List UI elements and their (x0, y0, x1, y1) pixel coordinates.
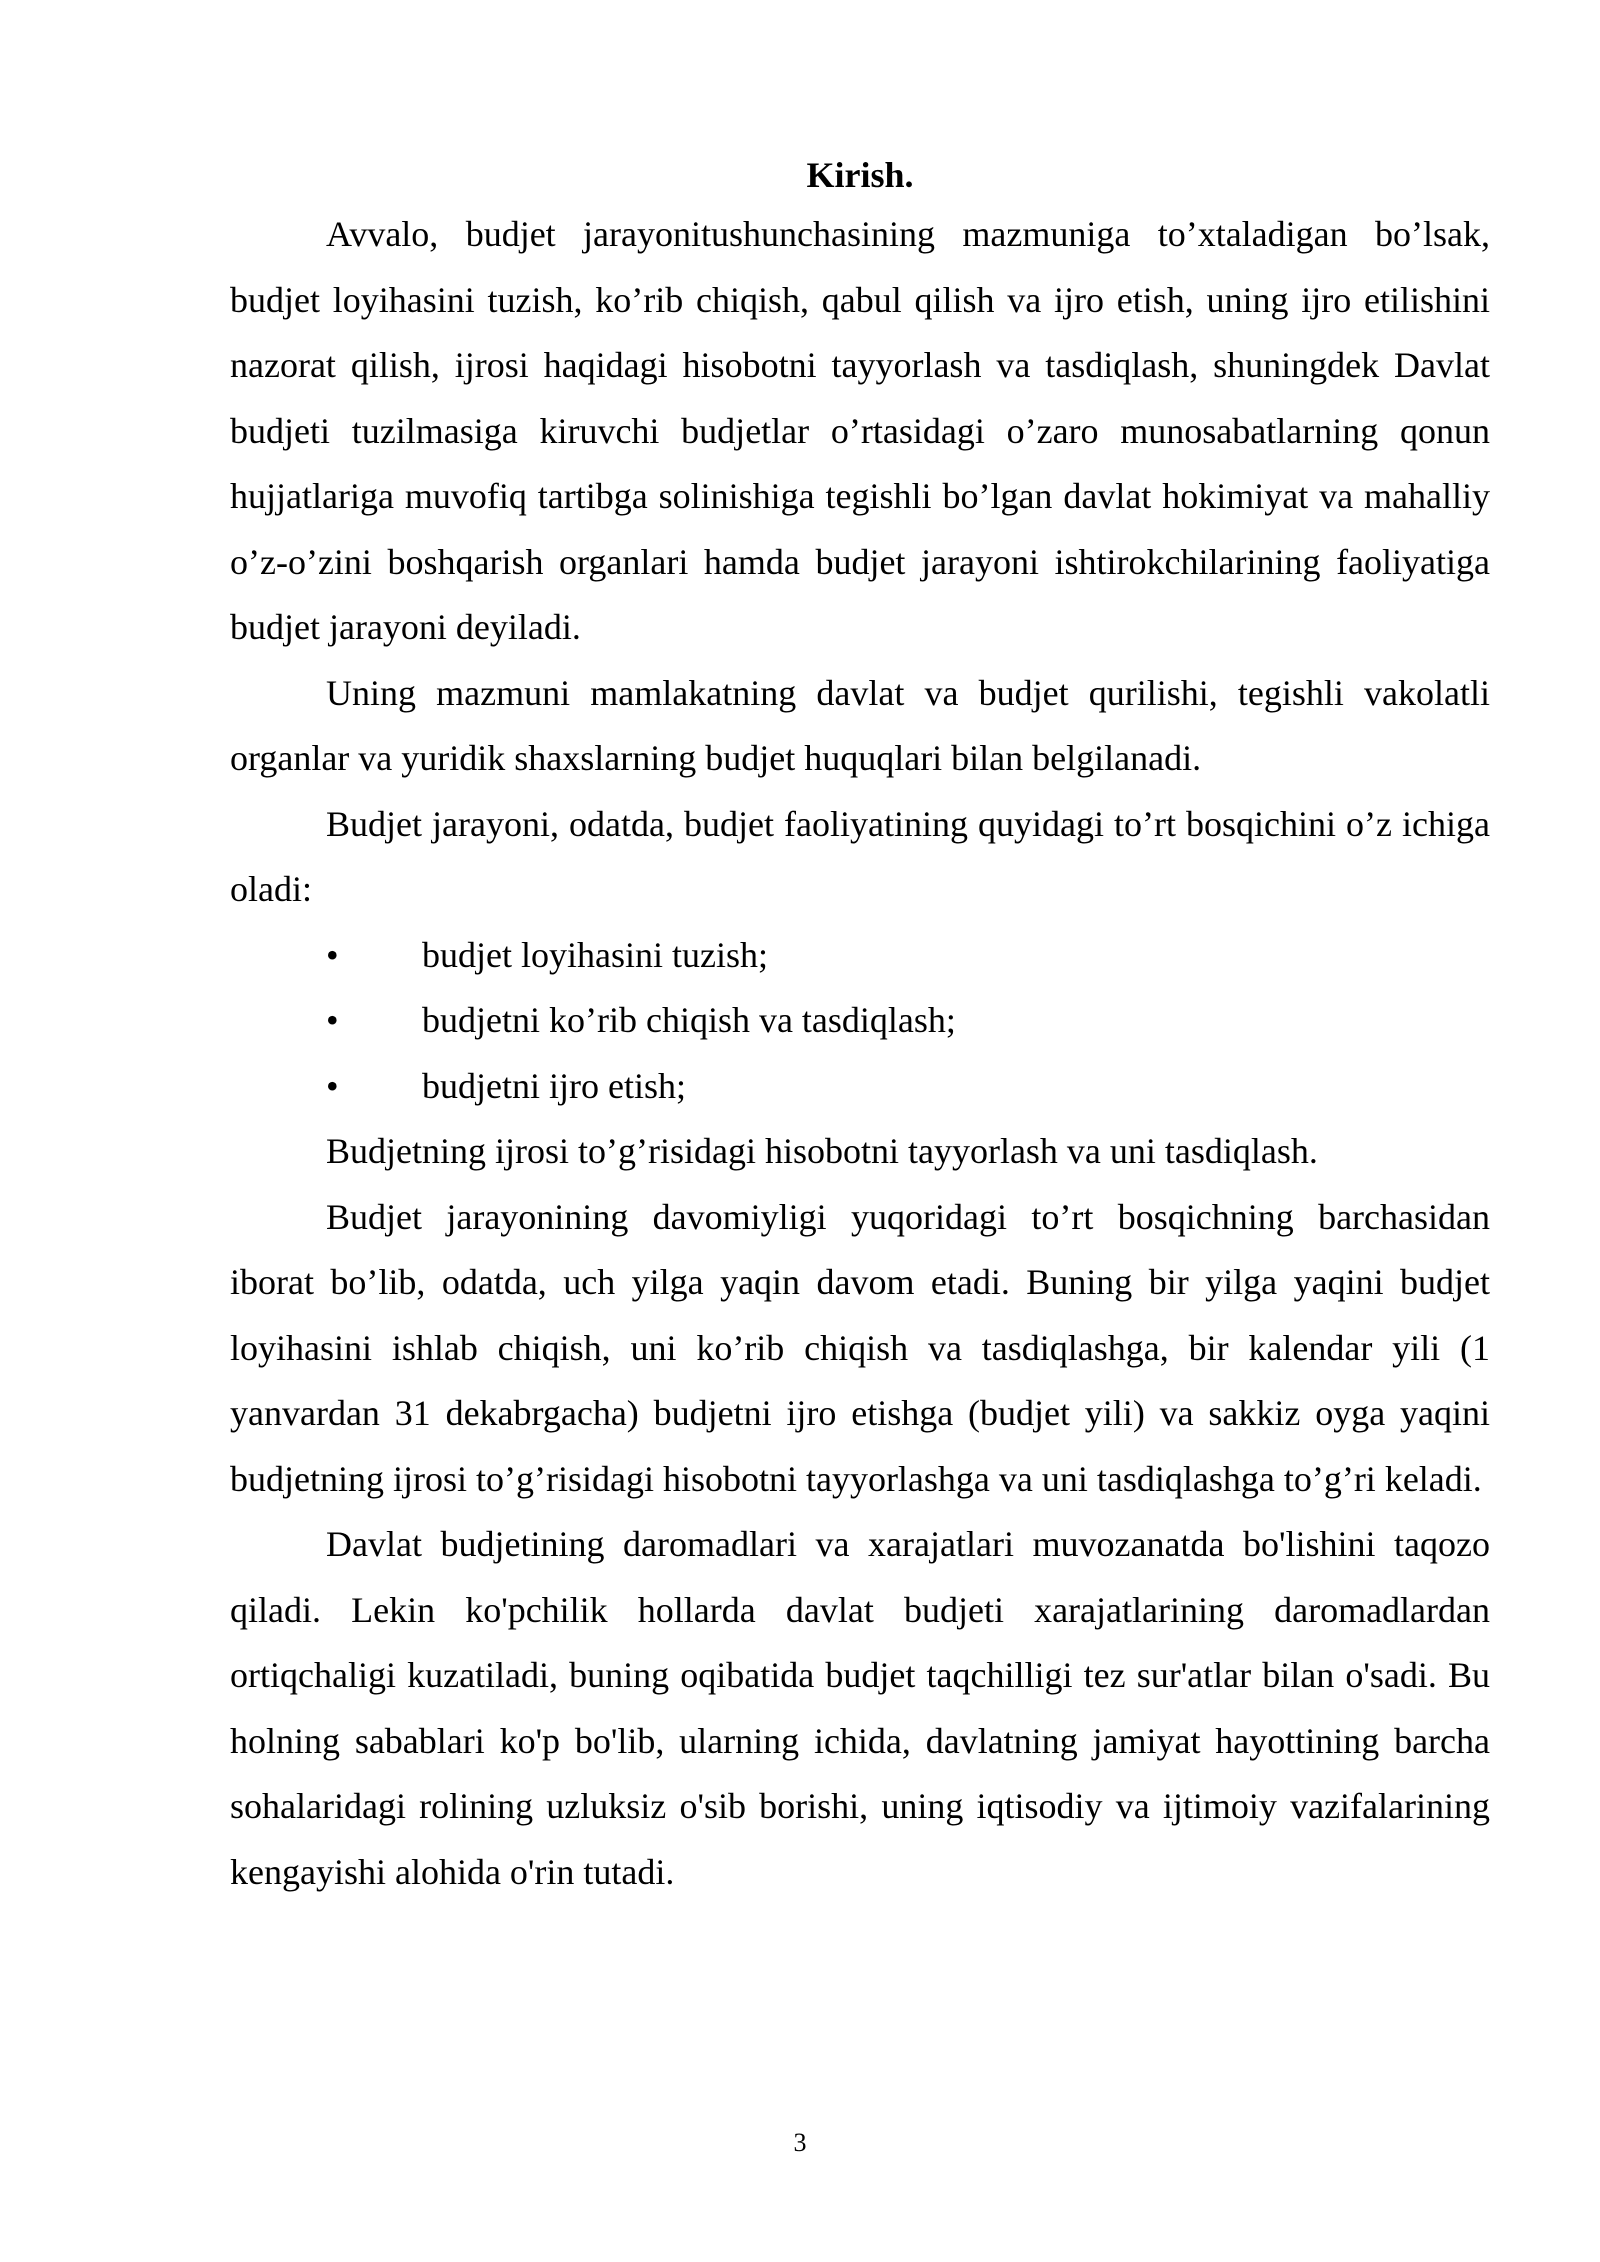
paragraph-budget-duration: Budjet jarayonining davomiyligi yuqoridagi to’rt bosqichning barchasidan iborat bo’lib, odatda, uch yilga yaqin davom etadi. Buning bir yilga yaqini budjet loyihasini ishlab chiqish, uni ko’rib chiqish va tasdiqlashga, bir kalendar yili (1 yanvardan 31 dekabrgacha) budjetni ijro etishga (budjet yili) va sakkiz oyga yaqini budjetning ijrosi to’g’risidagi hisobotni tayyorlashga va uni tasdiqlashga to’g’ri keladi. (230, 1196, 1490, 1499)
paragraph-budget-process-definition: Avvalo, budjet jarayonitushunchasining mazmuniga to’xtaladigan bo’lsak, budjet loyihasini tuzish, ko’rib chiqish, qabul qilish va ijro etish, uning ijro etilishini nazorat qilish, ijrosi haqidagi hisobotni tayyorlash va tasdiqlash, shuningdek Davlat budjeti tuzilmasiga kiruvchi budjetlar o’rtasidagi o’zaro munosabatlarning qonun hujjatlariga muvofiq tartibga solinishiga tegishli bo’lgan davlat hokimiyat va mahalliy o’z-o’zini boshqarish organlari hamda budjet jarayoni ishtirokchilarining faoliyatiga budjet jarayoni deyiladi. (230, 214, 1490, 647)
paragraph-budget-process-content: Uning mazmuni mamlakatning davlat va budjet qurilishi, tegishli vakolatli organlar va yuridik shaxslarning budjet huquqlari bilan belgilanadi. (230, 672, 1490, 778)
list-item-text: budjet loyihasini tuzish; (422, 934, 768, 975)
page-content (230, 148, 1490, 1905)
list-item-text: budjetni ko’rib chiqish va tasdiqlash; (422, 1000, 956, 1040)
bullet-icon: • (326, 934, 339, 975)
list-item (230, 1054, 1490, 1120)
budget-stages-list (230, 923, 1490, 1120)
paragraph-report-stage: Budjetning ijrosi to’g’risidagi hisobotni tayyorlash va uni tasdiqlash. (326, 1131, 1318, 1171)
list-item (230, 988, 1490, 1054)
paragraph-budget-stages-intro: Budjet jarayoni, odatda, budjet faoliyatining quyidagi to’rt bosqichini o’z ichiga oladi: (230, 803, 1490, 909)
list-item-text: budjetni ijro etish; (422, 1065, 686, 1106)
list-item (230, 923, 1490, 989)
section-title: Kirish. (806, 155, 914, 195)
paragraph-budget-balance: Davlat budjetining daromadlari va xarajatlari muvozanatda bo'lishini taqozo qiladi. Lekin ko'pchilik hollarda davlat budjeti xarajatlarining daromadlardan ortiqchaligi kuzatiladi, buning oqibatida budjet taqchilligi tez sur'atlar bilan o'sadi. Bu holning sabablari ko'p bo'lib, ularning ichida, davlatning jamiyat hayottining barcha sohalaridagi rolining uzluksiz o'sib borishi, uning iqtisodiy va ijtimoiy vazifalarining kengayishi alohida o'rin tutadi. (230, 1524, 1490, 1892)
page-number: 3 (793, 2128, 807, 2157)
bullet-icon: • (326, 1000, 339, 1040)
bullet-icon: • (326, 1065, 339, 1106)
